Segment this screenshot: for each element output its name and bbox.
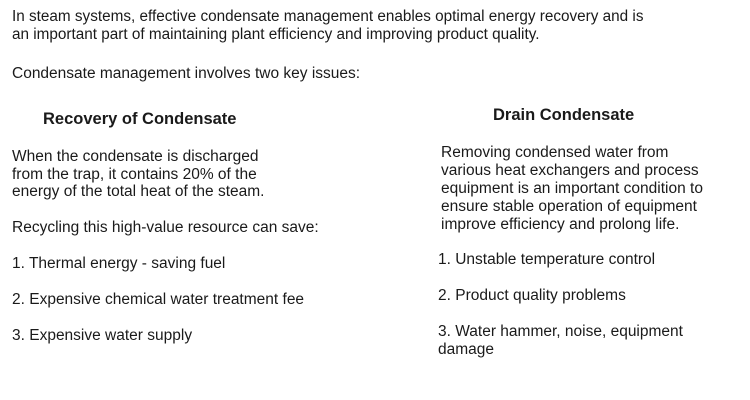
- paragraph-line: equipment is an important condition to: [441, 180, 703, 197]
- right-heading: Drain Condensate: [493, 106, 635, 124]
- right-paragraph: [441, 144, 703, 234]
- list-item-line: 3. Water hammer, noise, equipment: [438, 323, 683, 340]
- paragraph-line: When the condensate is discharged: [12, 148, 259, 165]
- list-item: 1. Thermal energy - saving fuel: [12, 255, 226, 272]
- paragraph-line: ensure stable operation of equipment: [441, 198, 697, 215]
- list-item: 1. Unstable temperature control: [438, 251, 656, 268]
- left-lead: Recycling this high-value resource can save:: [12, 219, 319, 236]
- paragraph-line: energy of the total heat of the steam.: [12, 183, 265, 200]
- paragraph-line: improve efficiency and prolong life.: [441, 216, 680, 233]
- list-item: 3. Expensive water supply: [12, 327, 193, 344]
- intro-paragraph: [12, 8, 643, 44]
- paragraph-line: Removing condensed water from: [441, 144, 669, 161]
- paragraph-line: various heat exchangers and process: [441, 162, 699, 179]
- issues-line: Condensate management involves two key issues:: [12, 65, 361, 82]
- list-item: 2. Product quality problems: [438, 287, 626, 304]
- list-item: [438, 323, 683, 359]
- intro-line: an important part of maintaining plant efficiency and improving product quality.: [12, 26, 540, 43]
- paragraph-line: from the trap, it contains 20% of the: [12, 165, 257, 183]
- list-item-line: damage: [438, 341, 495, 358]
- left-heading: Recovery of Condensate: [43, 110, 237, 128]
- list-item: 2. Expensive chemical water treatment fee: [12, 291, 305, 308]
- intro-line: In steam systems, effective condensate management enables optimal energy recovery and is: [12, 8, 644, 25]
- left-paragraph: [12, 148, 264, 201]
